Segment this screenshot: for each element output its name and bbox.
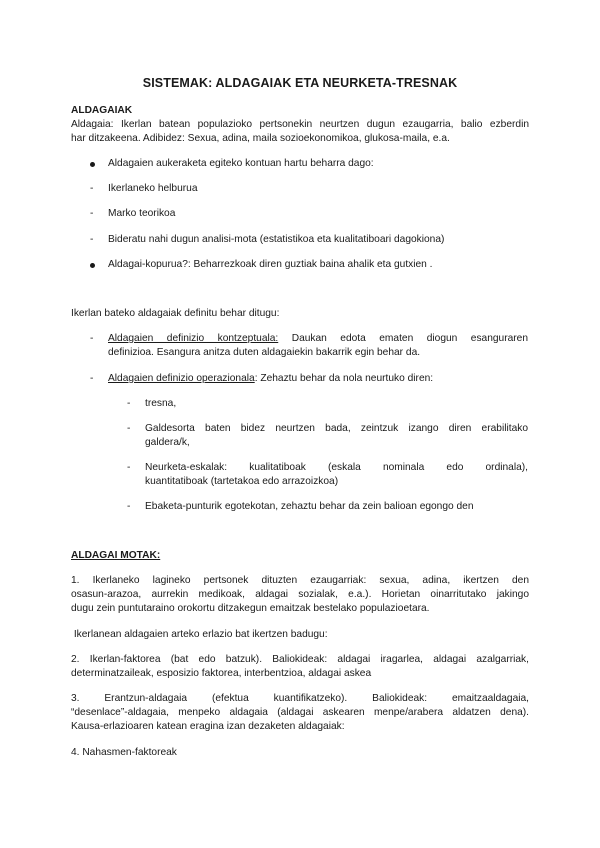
bullet-dot-icon — [90, 162, 95, 167]
dash-marker: - — [90, 234, 94, 245]
paragraph-4-line-3: Kausa-erlazioaren katean eragina izan dezaketen aldagaiak: — [71, 721, 345, 732]
sub-item-galdesorta-line-1: Galdesorta baten bidez neurtzen bada, zeintzuk izango diren erabilitako — [145, 423, 528, 434]
dash-marker: - — [90, 183, 94, 194]
section-heading-aldagai-motak: ALDAGAI MOTAK: — [71, 550, 161, 561]
paragraph-4-line-2: “desenlace”-aldagaia, menpeko aldagaia (aldagai askearen menpe/arabera aldatzen dena). — [71, 707, 529, 718]
paragraph-3-line-2: determinatzaileak, esposizio faktorea, interbentzioa, aldagai askea — [71, 668, 372, 679]
sub-item-ebaketa: Ebaketa-punturik egotekotan, zehaztu behar da zein balioan egongo den — [145, 501, 474, 512]
definition-line-1: Aldagaia: Ikerlan batean populazioko pertsonekin neurtzen dugun ezaugarria, balio ezberdin — [71, 119, 529, 130]
sub-item-neurketa-line-2: kuantitatiboak (tartetakoa edo arrazoizkoa) — [145, 476, 339, 487]
dash-item-3: Bideratu nahi dugun analisi-mota (estatistikoa eta kualitatiboari dagokiona) — [108, 234, 445, 245]
dash-marker: - — [90, 208, 94, 219]
paragraph-3-line-1: 2. Ikerlan-faktorea (bat edo batzuk). Baliokideak: aldagai iragarlea, aldagai azalgarriak, — [71, 654, 529, 665]
paragraph-5: 4. Nahasmen-faktoreak — [71, 747, 177, 758]
sub-dash-marker: - — [127, 423, 131, 434]
definition-line-2: har ditzakeena. Adibidez: Sexua, adina, maila sozioekonomikoa, glukosa-maila, e.a. — [71, 133, 450, 144]
paragraph-2: Ikerlanean aldagaien arteko erlazio bat ikertzen badugu: — [71, 629, 328, 640]
bullet-item-2: Aldagai-kopurua?: Beharrezkoak diren guztiak baina ahalik eta gutxien . — [108, 259, 433, 270]
sub-item-neurketa-line-1: Neurketa-eskalak: kualitatiboak (eskala nominala edo ordinala), — [145, 462, 528, 473]
definition-item-2-label: Aldagaien definizio operazionala — [108, 373, 255, 384]
paragraph-1-line-3: dugu zein puntutaraino orokortu ditzakegun emaitzak bestelako populazioetara. — [71, 603, 430, 614]
dash-item-1: Ikerlaneko helburua — [108, 183, 198, 194]
definition-item-1-line-2: definizioa. Esangura anitza duten aldagaiekin bakarrik egin behar da. — [108, 347, 421, 358]
dash-item-2: Marko teorikoa — [108, 208, 176, 219]
definition-item-2-text: : Zehaztu behar da nola neurtuko diren: — [254, 373, 434, 384]
sub-dash-marker: - — [127, 462, 131, 473]
paragraph-4-line-1: 3. Erantzun-aldagaia (efektua kuantifikatzeko). Baliokideak: emaitzaaldagaia, — [71, 693, 529, 704]
definition-item-1-text: Daukan edota ematen diogun esanguraren — [278, 333, 528, 344]
document-title: SISTEMAK: ALDAGAIAK ETA NEURKETA-TRESNAK — [142, 76, 458, 90]
bullet-dot-icon — [90, 263, 95, 268]
paragraph-1-line-2: osasun-arazoa, aurrekin medikoak, aldagai sozialak, e.a.). Horietan oinarritutako jakingo — [71, 589, 529, 600]
sub-dash-marker: - — [127, 501, 131, 512]
sub-item-tresna: tresna, — [145, 398, 177, 409]
paragraph-1-line-1: 1. Ikerlaneko lagineko pertsonek dituzten ezaugarriak: sexua, adina, ikertzen den — [71, 575, 529, 586]
section-heading-aldagaiak: ALDAGAIAK — [71, 105, 133, 116]
dash-marker: - — [90, 373, 94, 384]
definition-item-1-line-1 — [108, 332, 528, 347]
definitions-intro: Ikerlan bateko aldagaiak definitu behar ditugu: — [71, 308, 280, 319]
definition-item-1-label: Aldagaien definizio kontzeptuala: — [108, 333, 279, 344]
definition-item-2 — [108, 372, 433, 387]
dash-marker: - — [90, 333, 94, 344]
sub-item-galdesorta-line-2: galdera/k, — [145, 437, 190, 448]
sub-dash-marker: - — [127, 398, 131, 409]
bullet-item-1: Aldagaien aukeraketa egiteko kontuan hartu beharra dago: — [108, 158, 374, 169]
